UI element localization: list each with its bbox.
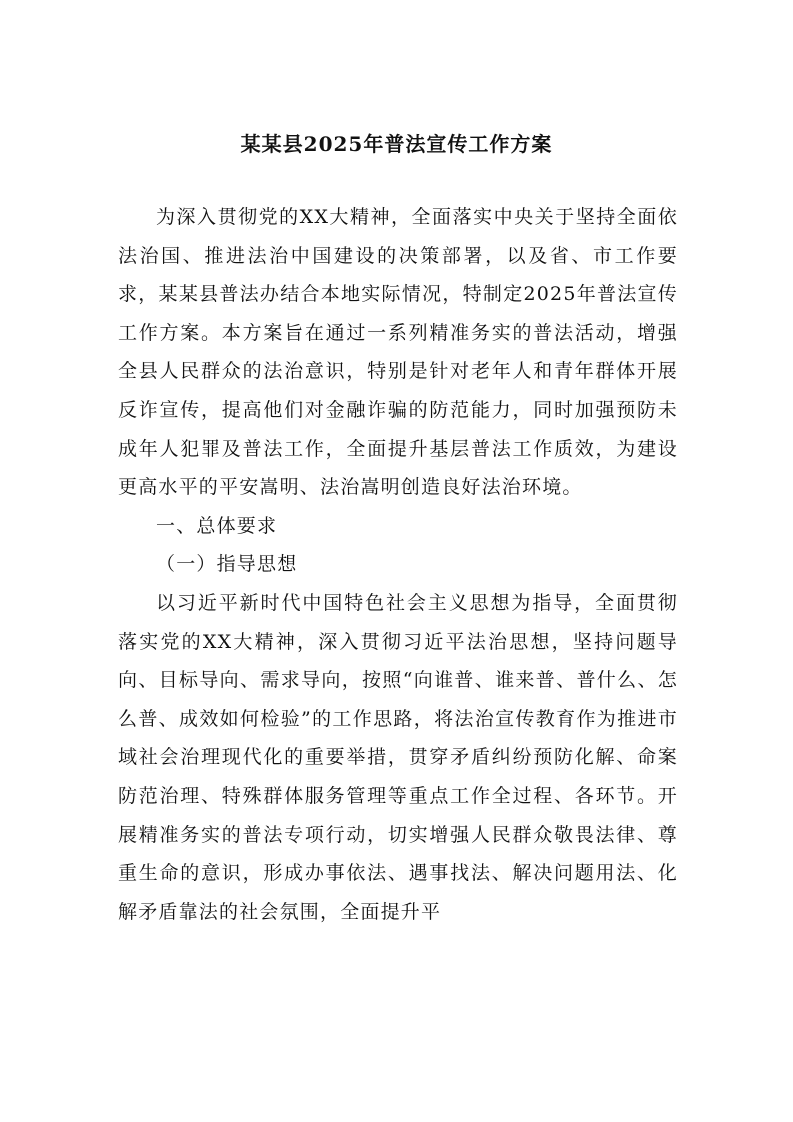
subsection-heading: （一）指导思想 — [156, 553, 298, 576]
document-title: 某某县2025年普法宣传工作方案 — [240, 132, 553, 156]
guiding-thought-paragraph: 以习近平新时代中国特色社会主义思想为指导，全面贯彻落实党的XX大精神，深入贯彻习近平法治思想，坚持问题导向、目标导向、需求导向，按照“向谁普、谁来普、普什么、怎么普、成效如何检验”的工作思路，将法治宣传教育作为推进市域社会治理现代化的重要举措，贯穿矛盾纠纷预防化解、命案防范治理、特殊群体服务管理等重点工作全过程、各环节。开展精准务实的普法专项行动，切实增强人民群众敬畏法律、尊重生命的意识，形成办事依法、遇事找法、解决问题用法、化解矛盾靠法的社会氛围，全面提升平 — [118, 591, 678, 923]
intro-paragraph: 为深入贯彻党的XX大精神，全面落实中央关于坚持全面依法治国、推进法治中国建设的决策部署，以及省、市工作要求，某某县普法办结合本地实际情况，特制定2025年普法宣传工作方案。本方案旨在通过一系列精准务实的普法活动，增强全县人民群众的法治意识，特别是针对老年人和青年群体开展反诈宣传，提高他们对金融诈骗的防范能力，同时加强预防未成年人犯罪及普法工作，全面提升基层普法工作质效，为建设更高水平的平安嵩明、法治嵩明创造良好法治环境。 — [118, 206, 678, 499]
section-heading: 一、总体要求 — [156, 514, 278, 537]
document-body — [118, 198, 678, 931]
